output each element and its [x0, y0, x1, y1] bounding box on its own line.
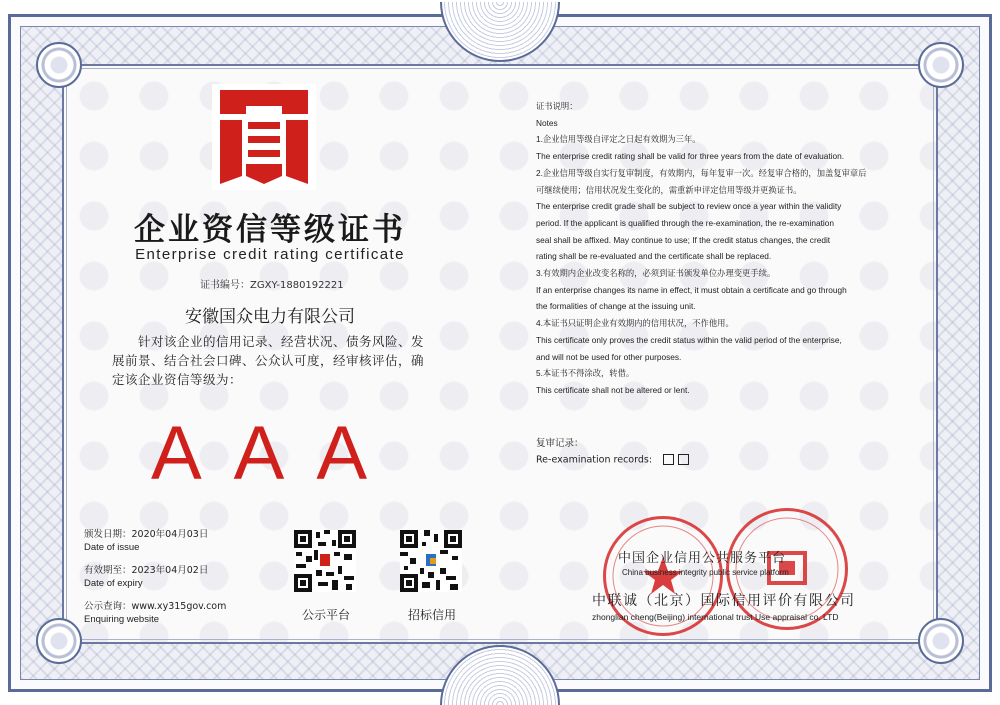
notes-line: 5.本证书不得涂改，转借。 [536, 368, 635, 379]
notes-line: If an enterprise changes its name in effect, it must obtain a certificate and go through [536, 284, 847, 295]
notes-line: 4.本证书只证明企业有效期内的信用状况，不作他用。 [536, 318, 734, 329]
notes-line: The enterprise credit grade shall be subject to review once a year within the validity [536, 201, 842, 212]
qr-code-icon-bidding[interactable] [400, 530, 462, 592]
reexam-checkbox[interactable] [678, 454, 689, 465]
notes-line: rating shall be re-evaluated and the certificate shall be replaced. [536, 251, 772, 262]
reexam-checkboxes [663, 452, 693, 468]
company-name: 安徽国众电力有限公司 [185, 307, 355, 327]
notes-line: the formalities of change at the issuing unit. [536, 301, 696, 312]
certificate-title-en: Enterprise credit rating certificate [135, 246, 405, 263]
website-cn: 公示查询：www.xy315gov.com [84, 601, 227, 612]
platform-name-en: China business integrity public service platform [622, 568, 789, 577]
certificate-title-cn: 企业资信等级证书 [134, 212, 406, 248]
qr-code-icon-platform[interactable] [294, 530, 356, 592]
qr-label-platform: 公示平台 [301, 608, 350, 622]
credit-logo-icon [212, 84, 316, 190]
notes-line: 1.企业信用等级自评定之日起有效期为三年。 [536, 134, 701, 145]
notes-line: 2.企业信用等级自实行复审制度，有效期内，每年复审一次。经复审合格的，加盖复审章后 [536, 167, 867, 178]
expiry-date-cn: 有效期至：2023年04月02日 [84, 565, 209, 576]
notes-line: This certificate only proves the credit status within the valid period of the enterprise, [536, 334, 842, 345]
expiry-date-block [84, 564, 208, 590]
reexam-checkbox[interactable] [663, 454, 674, 465]
rating-description: 针对该企业的信用记录、经营状况、债务风险、发展前景、结合社会口碑、公众认可度，经审核评估，确定该企业资信等级为： [112, 334, 425, 387]
notes-line: seal shall be affixed. May continue to use; If the credit status changes, the credit [536, 234, 831, 245]
notes-line: 可继续使用；信用状况发生变化的，需重新申评定信用等级并更换证书。 [536, 184, 802, 195]
expiry-date-en: Date of expiry [84, 578, 143, 589]
platform-name-cn: 中国企业信用公共服务平台 [618, 551, 787, 566]
corner-ornament-bottom-right [918, 618, 964, 664]
corner-ornament-bottom-left [36, 618, 82, 664]
notes-line: The enterprise credit rating shall be valid for three years from the date of evaluation. [536, 151, 845, 162]
website-en: Enquiring website [84, 614, 159, 625]
notes-line: and will not be used for other purposes. [536, 351, 682, 362]
certificate-number: 证书编号：ZGXY-1880192221 [200, 280, 344, 291]
issue-date-cn: 颁发日期：2020年04月03日 [84, 529, 209, 540]
notes-header-cn: 证书说明： [536, 101, 578, 111]
qr-label-bidding: 招标信用 [407, 608, 456, 622]
notes-line: 3.有效期内企业改变名称的，必须到证书颁发单位办理变更手续。 [536, 268, 776, 279]
website-block [84, 600, 226, 626]
issue-date-block [84, 528, 208, 554]
notes-line: period. If the applicant is qualified through the re-examination, the re-examination [536, 217, 834, 228]
issue-date-en: Date of issue [84, 542, 140, 553]
notes-header-en: Notes [536, 117, 558, 128]
reexam-records [536, 436, 693, 469]
certificate-notes [536, 98, 881, 399]
corner-ornament-top-left [36, 42, 82, 88]
issuer-name-cn: 中联诚（北京）国际信用评价有限公司 [592, 593, 856, 609]
corner-ornament-top-right [918, 42, 964, 88]
reexam-label-cn: 复审记录： [536, 438, 584, 449]
notes-line: This certificate shall not be altered or lent. [536, 384, 690, 395]
issuer-name-en: zhonglian cheng(Beijing) international trust Use appraisal co. LTD [592, 612, 839, 622]
credit-grade: AAA [150, 411, 400, 496]
reexam-label-en: Re-examination records: [536, 454, 653, 466]
